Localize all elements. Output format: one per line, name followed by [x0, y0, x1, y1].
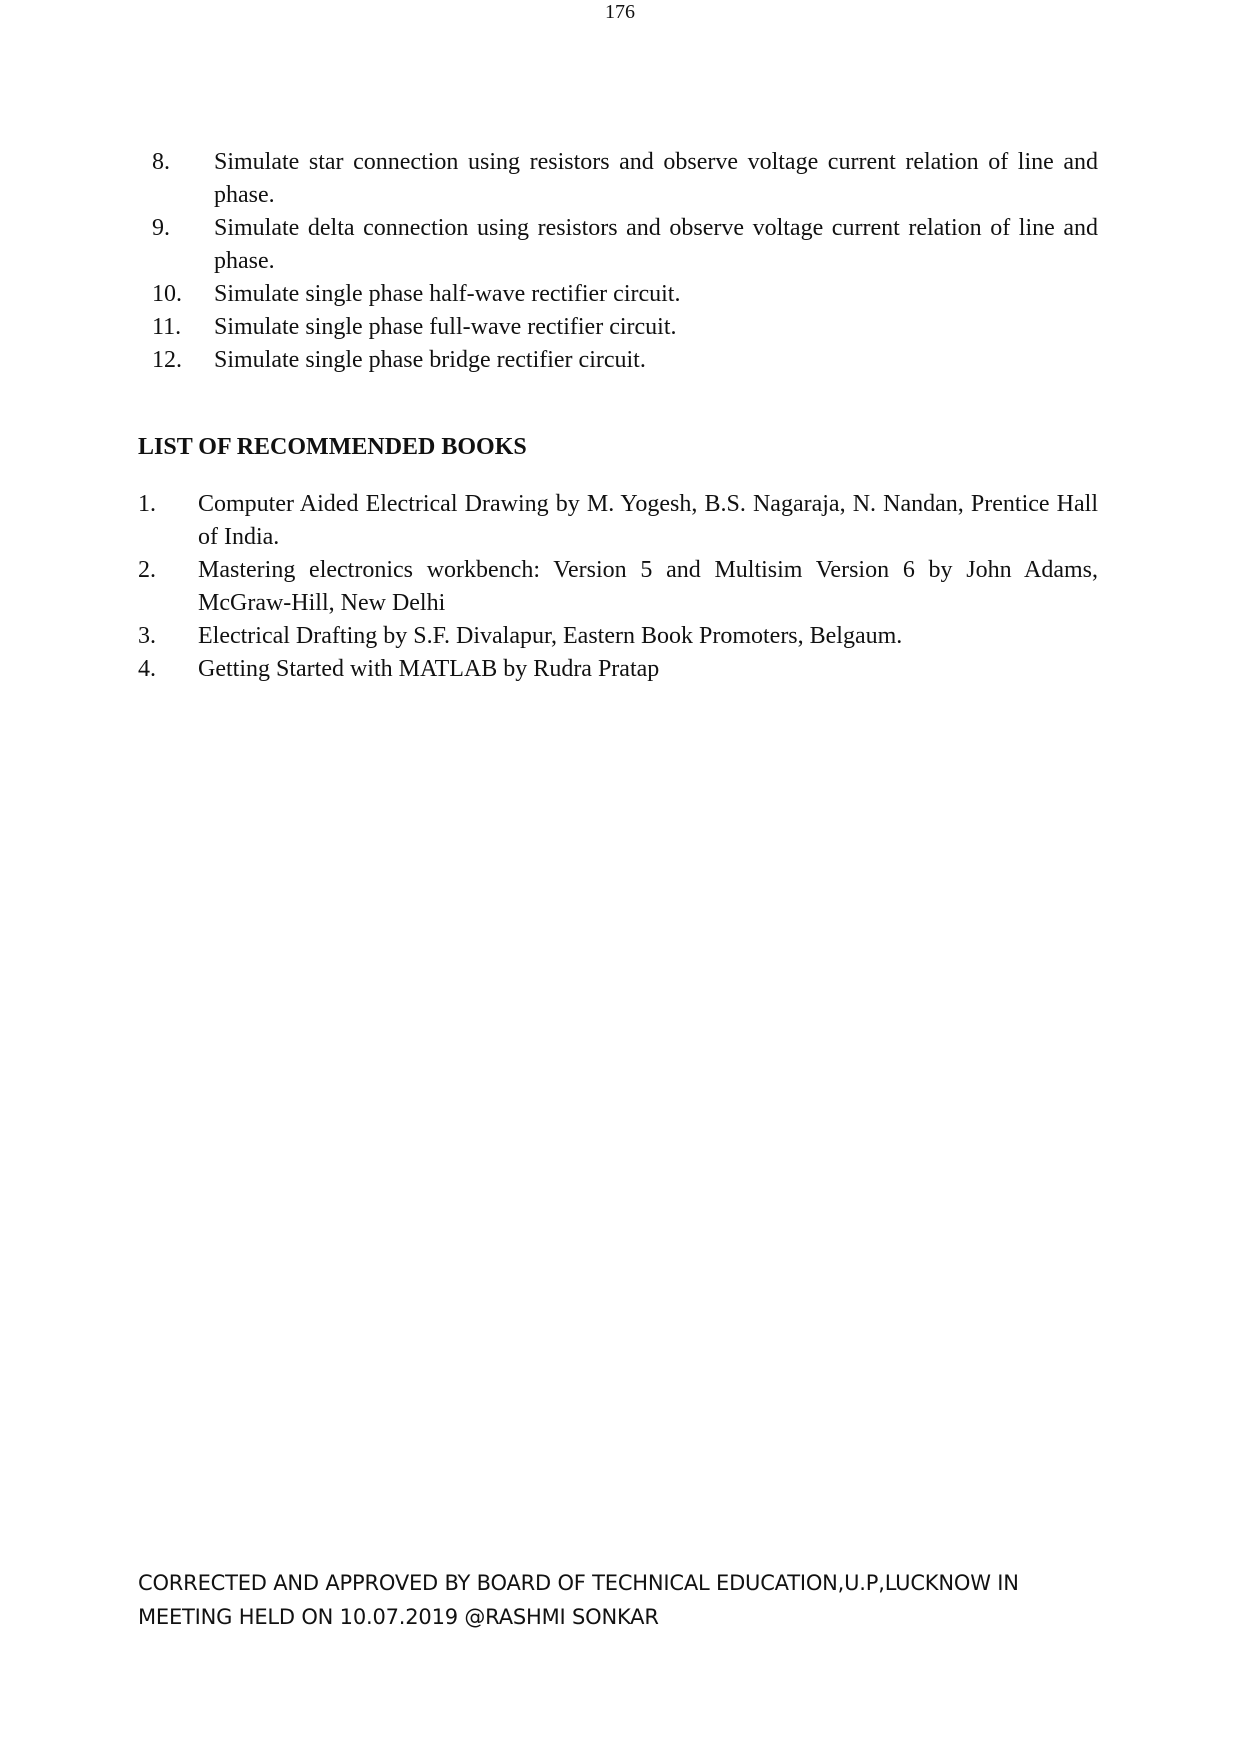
item-text: Simulate single phase half-wave rectifier circuit. — [214, 281, 681, 307]
item-text: Computer Aided Electrical Drawing by M. Yogesh, B.S. Nagaraja, N. Nandan, Prentice Hall of India. — [198, 491, 1098, 550]
list-item — [152, 278, 1098, 311]
item-number: 10. — [152, 281, 182, 307]
footer-line: MEETING HELD ON 10.07.2019 @RASHMI SONKAR — [138, 1605, 659, 1629]
item-text: Getting Started with MATLAB by Rudra Pratap — [198, 656, 660, 682]
practicals-list — [152, 146, 1098, 377]
list-item — [152, 146, 1098, 212]
item-number: 4. — [138, 656, 156, 682]
item-number: 12. — [152, 347, 182, 373]
approval-footer — [138, 1566, 1098, 1634]
list-item — [152, 311, 1098, 344]
page-number: 176 — [605, 1, 635, 23]
item-number: 3. — [138, 623, 156, 649]
item-text: Electrical Drafting by S.F. Divalapur, Eastern Book Promoters, Belgaum. — [198, 623, 903, 649]
item-number: 11. — [152, 314, 182, 340]
item-number: 9. — [152, 215, 170, 241]
item-text: Mastering electronics workbench: Version 5 and Multisim Version 6 by John Adams, McGraw-Hill, New Delhi — [198, 557, 1098, 616]
item-text: Simulate single phase bridge rectifier circuit. — [214, 347, 646, 373]
item-text: Simulate delta connection using resistors and observe voltage current relation of line and phase. — [214, 215, 1098, 274]
list-item — [152, 344, 1098, 377]
list-item — [152, 212, 1098, 278]
item-text: Simulate star connection using resistors and observe voltage current relation of line and phase. — [214, 149, 1098, 208]
item-number: 1. — [138, 491, 156, 517]
list-item — [138, 488, 1098, 554]
item-number: 2. — [138, 557, 156, 583]
books-list — [138, 488, 1098, 686]
item-text: Simulate single phase full-wave rectifier circuit. — [214, 314, 677, 340]
footer-line: CORRECTED AND APPROVED BY BOARD OF TECHNICAL EDUCATION,U.P,LUCKNOW IN — [138, 1571, 1019, 1595]
item-number: 8. — [152, 149, 170, 175]
list-item — [138, 554, 1098, 620]
list-item — [138, 653, 1098, 686]
section-heading: LIST OF RECOMMENDED BOOKS — [138, 434, 527, 460]
list-item — [138, 620, 1098, 653]
